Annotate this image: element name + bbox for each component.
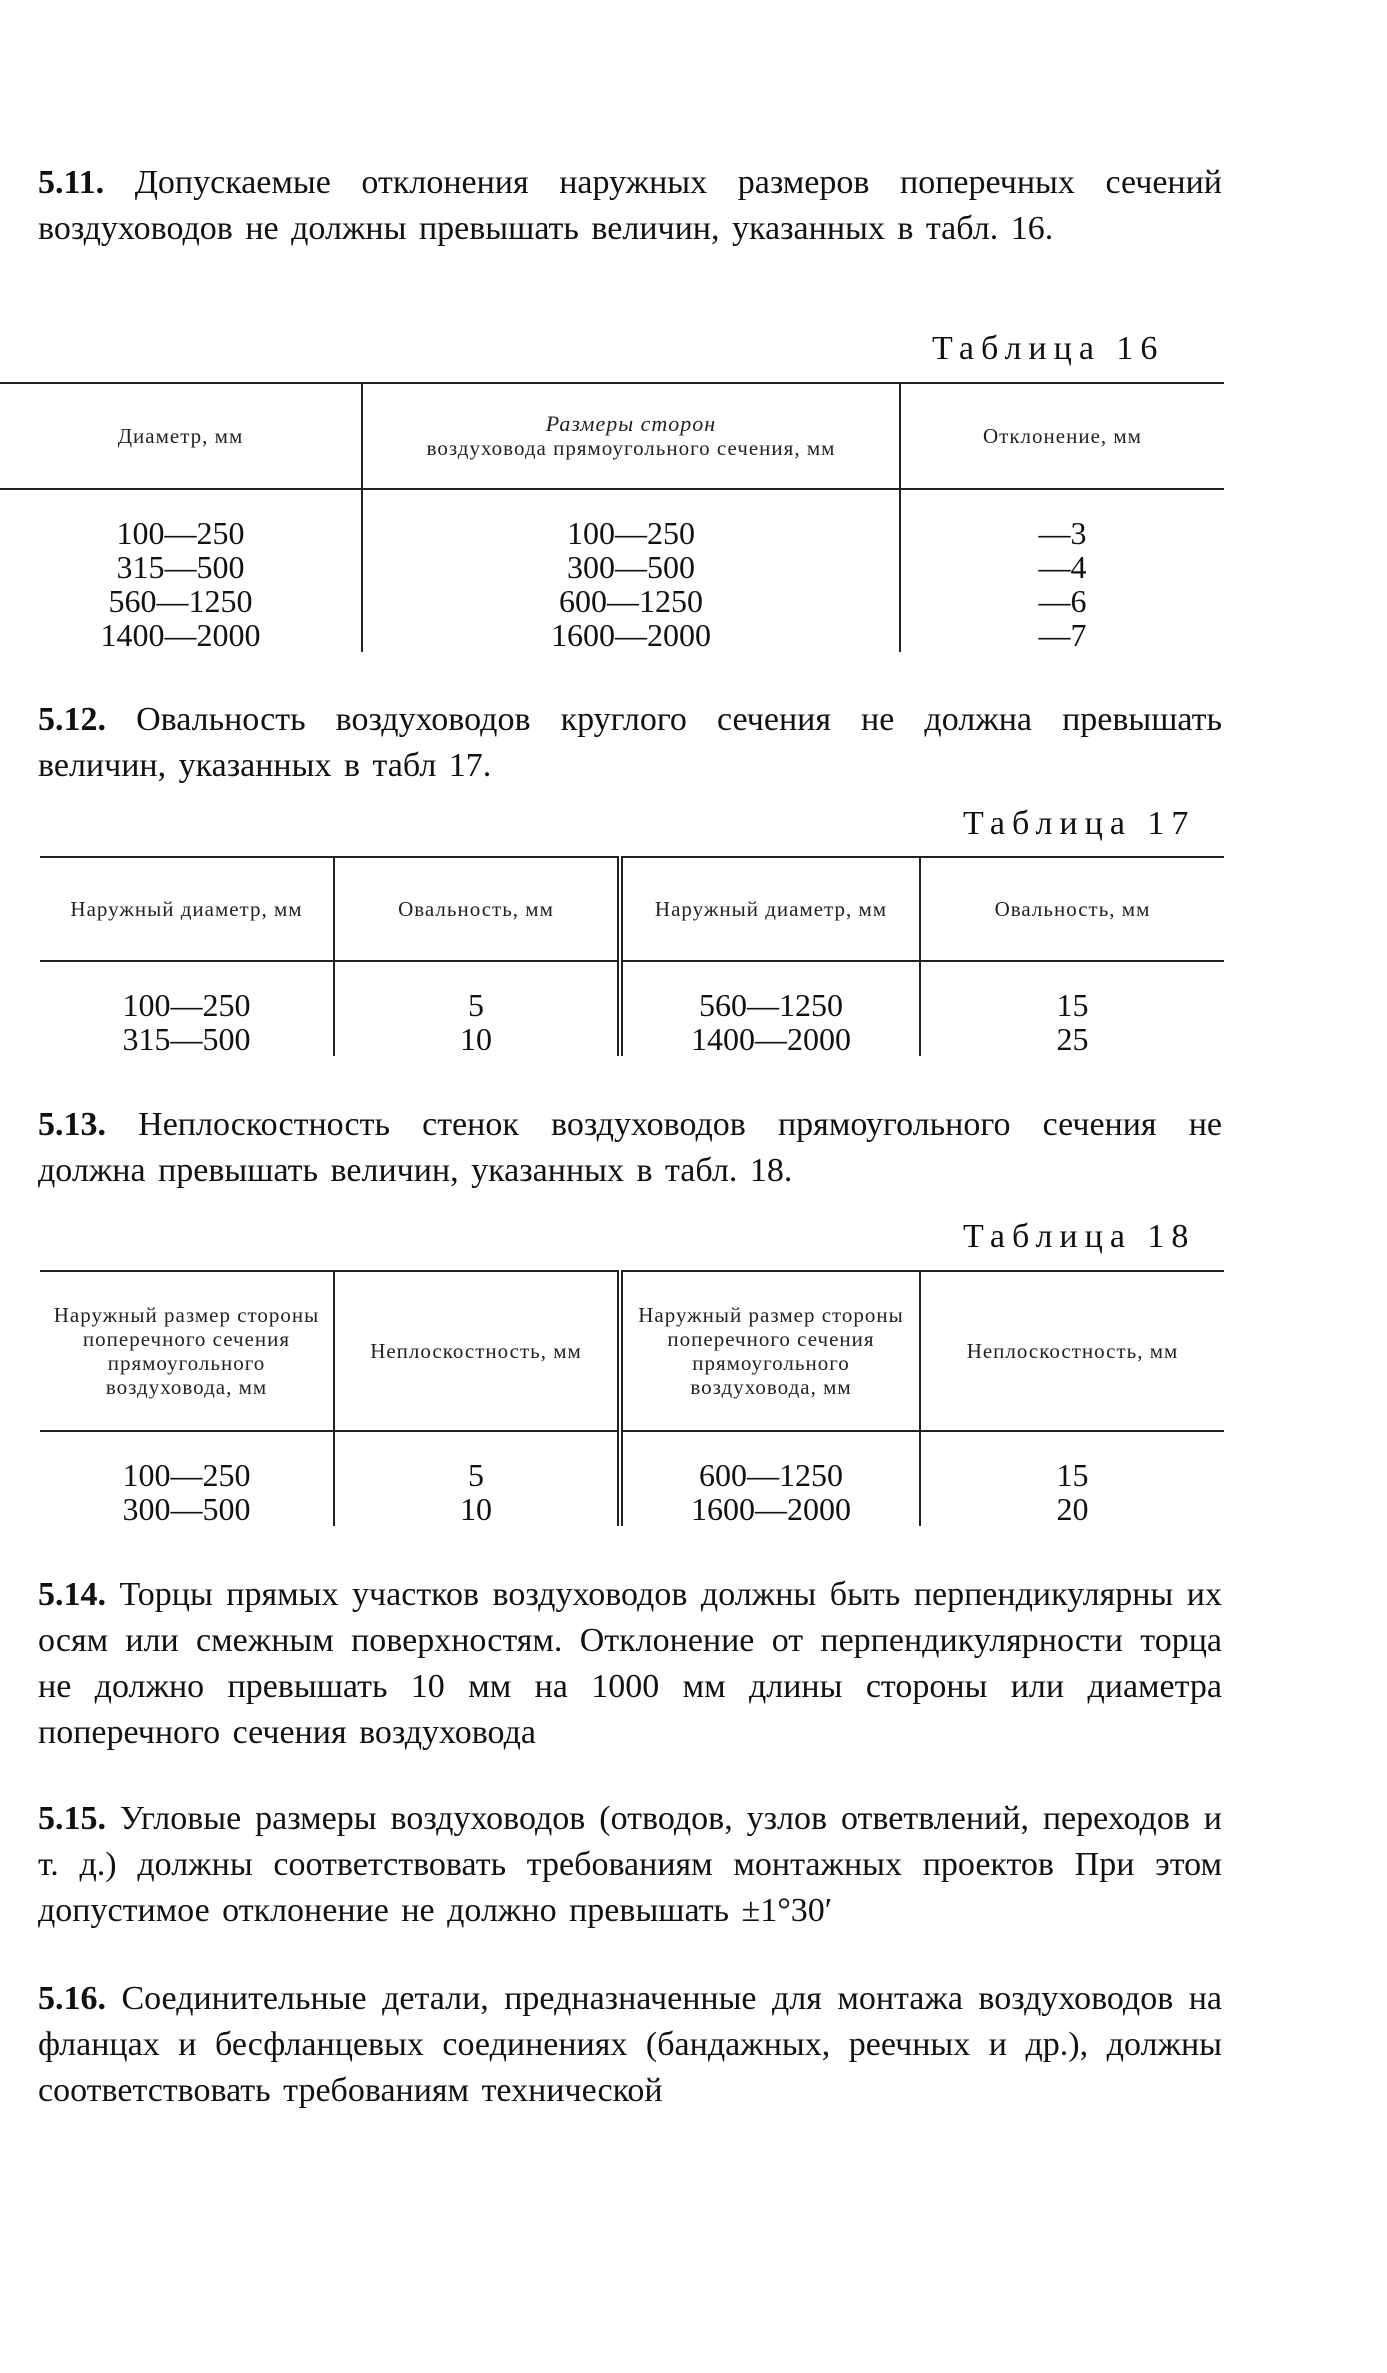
table-cell: 15 <box>920 1431 1224 1492</box>
table-row <box>0 489 1224 550</box>
table-cell: —6 <box>900 584 1224 618</box>
table-cell: 315—500 <box>122 1021 251 1057</box>
table-cell: 1400—2000 <box>100 617 261 653</box>
table-cell: —7 <box>900 618 1224 652</box>
clause-number: 5.14. <box>38 1576 106 1613</box>
table-cell: 25 <box>920 1022 1224 1056</box>
table-header-cell: Овальность, мм <box>334 857 620 961</box>
table-cell: 15 <box>920 961 1224 1022</box>
clause-number: 5.11. <box>38 164 105 201</box>
table-header-cell: Наружный размер стороны поперечного сечения прямоугольного воздуховода, мм <box>40 1271 334 1431</box>
table-cell: 5 <box>334 961 620 1022</box>
paragraph-text: Торцы прямых участков воздуховодов должны быть перпендикулярны их осям или смежным поверхностям. Отклонение от перпендикулярности торца не должно превышать 10 мм на 1000 мм длины стороны или диаметра поперечного сечения воздуховода <box>38 1576 1223 1751</box>
table-cell: 20 <box>920 1492 1224 1526</box>
table-header-cell: Неплоскостность, мм <box>920 1271 1224 1431</box>
table-cell: —3 <box>900 489 1224 550</box>
table-row <box>0 618 1224 652</box>
table-cell: 600—1250 <box>362 584 900 618</box>
table-row <box>40 1431 1224 1492</box>
table-18-caption: Таблица 18 <box>963 1218 1196 1255</box>
paragraph-text: Неплоскостность стенок воздуховодов прямоугольного сечения не должна превышать величин, указанных в табл. 18. <box>38 1106 1222 1189</box>
clause-number: 5.15. <box>38 1800 106 1837</box>
table-cell: 100—250 <box>122 1457 251 1493</box>
paragraph-5-16 <box>38 1976 1222 2114</box>
table-cell: 10 <box>334 1492 620 1526</box>
table-row <box>40 1492 1224 1526</box>
table-header-cell: Наружный диаметр, мм <box>620 857 920 961</box>
table-cell: 100—250 <box>122 987 251 1023</box>
paragraph-text: Допускаемые отклонения наружных размеров поперечных сечений воздуховодов не должны превышать величин, указанных в табл. 16. <box>38 164 1222 247</box>
table-row <box>0 584 1224 618</box>
table-17 <box>40 856 1224 1056</box>
paragraph-5-13 <box>38 1102 1222 1194</box>
table-cell: 5 <box>334 1431 620 1492</box>
paragraph-5-11 <box>38 160 1222 252</box>
table-cell: 100—250 <box>362 489 900 550</box>
clause-number: 5.12. <box>38 701 106 738</box>
header-line: воздуховода прямоугольного сечения, мм <box>426 436 836 460</box>
table-cell: 300—500 <box>122 1491 251 1527</box>
paragraph-5-15 <box>38 1796 1222 1934</box>
clause-number: 5.16. <box>38 1980 106 2017</box>
clause-number: 5.13. <box>38 1106 106 1143</box>
header-line: Размеры сторон <box>545 411 717 436</box>
table-row <box>40 961 1224 1022</box>
table-header-cell: Овальность, мм <box>920 857 1224 961</box>
paragraph-5-14 <box>38 1572 1222 1756</box>
table-17-caption: Таблица 17 <box>963 805 1196 842</box>
table-cell: —4 <box>900 550 1224 584</box>
table-16-caption: Таблица 16 <box>932 330 1165 367</box>
table-cell: 560—1250 <box>620 961 920 1022</box>
table-row <box>40 1022 1224 1056</box>
table-cell: 100—250 <box>116 515 245 551</box>
table-cell: 10 <box>334 1022 620 1056</box>
table-header-cell: Наружный диаметр, мм <box>40 857 334 961</box>
table-header-cell: Наружный размер стороны поперечного сечения прямоугольного воздуховода, мм <box>620 1271 920 1431</box>
paragraph-text: Овальность воздуховодов круглого сечения не должна превышать величин, указанных в табл 17. <box>38 701 1223 784</box>
paragraph-text: Угловые размеры воздуховодов (отводов, узлов ответвлений, переходов и т. д.) должны соответствовать требованиям монтажных проектов При этом допустимое отклонение не должно превышать ±1°30′ <box>38 1800 1222 1929</box>
table-cell: 300—500 <box>362 550 900 584</box>
table-18 <box>40 1270 1224 1526</box>
table-header-cell: Диаметр, мм <box>0 383 362 489</box>
table-cell: 1400—2000 <box>620 1022 920 1056</box>
table-cell: 1600—2000 <box>362 618 900 652</box>
paragraph-text: Соединительные детали, предназначенные для монтажа воздуховодов на фланцах и бесфланцевых соединениях (бандажных, реечных и др.), должны соответствовать требованиям технической <box>38 1980 1222 2109</box>
table-cell: 315—500 <box>116 549 245 585</box>
table-cell: 600—1250 <box>620 1431 920 1492</box>
table-cell: 1600—2000 <box>620 1492 920 1526</box>
paragraph-5-12 <box>38 697 1222 789</box>
table-cell: 560—1250 <box>108 583 253 619</box>
table-header-cell <box>362 383 900 489</box>
table-16 <box>0 382 1224 652</box>
table-header-cell: Неплоскостность, мм <box>334 1271 620 1431</box>
table-header-cell: Отклонение, мм <box>900 383 1224 489</box>
table-row <box>0 550 1224 584</box>
